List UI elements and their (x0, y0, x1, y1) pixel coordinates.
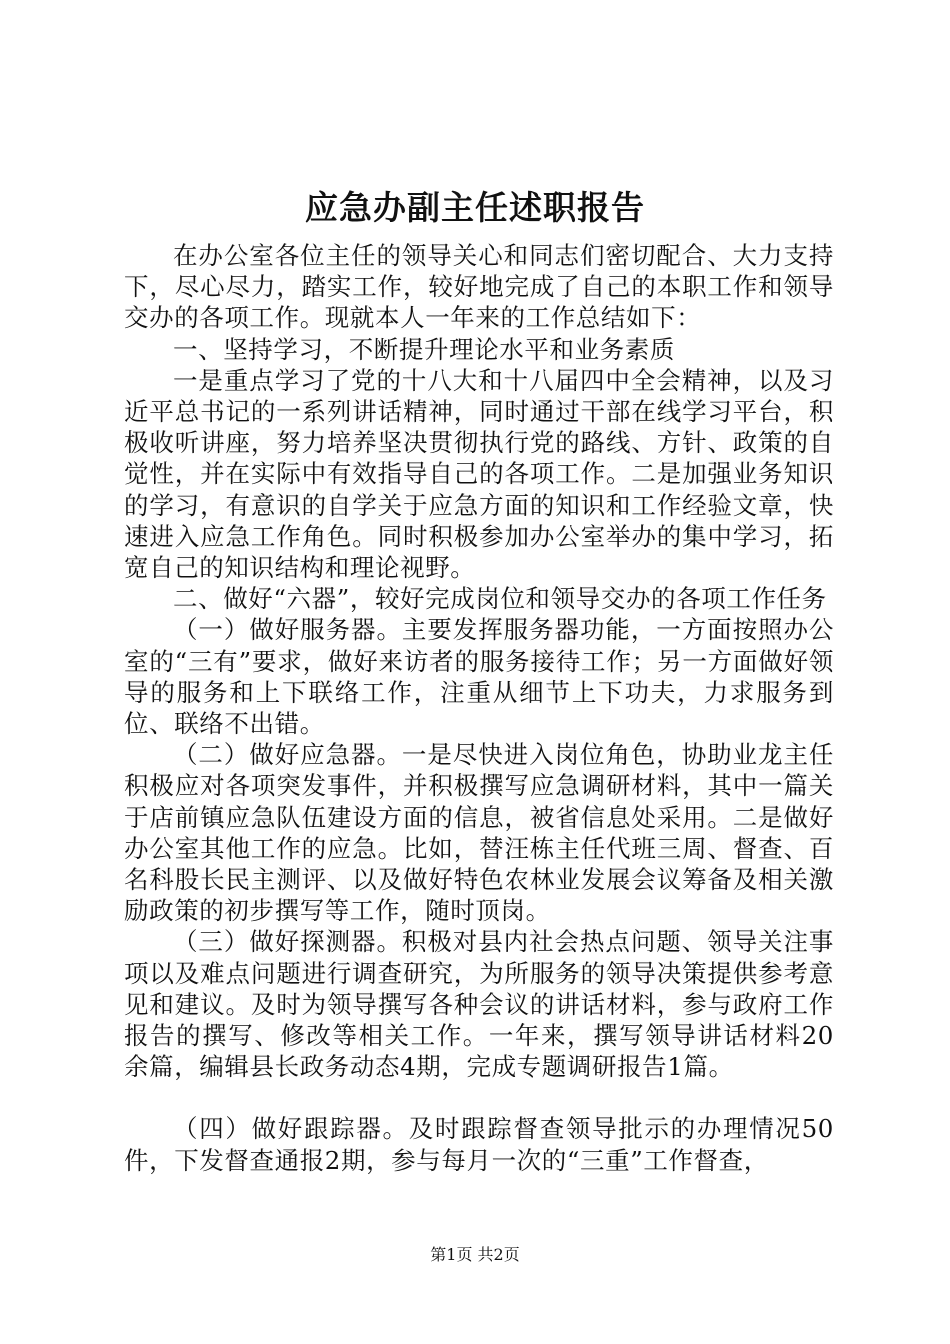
paragraph-detector: （三）做好探测器。积极对县内社会热点问题、领导关注事项以及难点问题进行调查研究，为所服务的领导决策提供参考意见和建议。及时为领导撰写各种会议的讲话材料，参与政府工作报告的撰写、修改等相关工作。一年来，撰写领导讲话材料20余篇，编辑县长政务动态4期，完成专题调研报告1篇。 (124, 927, 834, 1082)
paragraph-emergency: （二）做好应急器。一是尽快进入岗位角色，协助业龙主任积极应对各项突发事件，并积极撰写应急调研材料，其中一篇关于店前镇应急队伍建设方面的信息，被省信息处采用。二是做好办公室其他工作的应急。比如，替汪栋主任代班三周、督查、百名科股长民主测评、以及做好特色农林业发展会议筹备及相关激励政策的初步撰写等工作，随时顶岗。 (124, 740, 834, 926)
section-heading-2: 二、做好“六器”，较好完成岗位和领导交办的各项工作任务 (173, 584, 827, 614)
page-number-footer: 第1页 共2页 (430, 1245, 520, 1264)
document-body (124, 240, 834, 1176)
paragraph-server: （一）做好服务器。主要发挥服务器功能，一方面按照办公室的“三有”要求，做好来访者的服务接待工作；另一方面做好领导的服务和上下联络工作，注重从细节上下功夫，力求服务到位、联络不出错。 (124, 615, 834, 739)
paragraph-intro: 在办公室各位主任的领导关心和同志们密切配合、大力支持下，尽心尽力，踏实工作，较好地完成了自己的本职工作和领导交办的各项工作。现就本人一年来的工作总结如下： (124, 241, 834, 333)
paragraph-study: 一是重点学习了党的十八大和十八届四中全会精神，以及习近平总书记的一系列讲话精神，同时通过干部在线学习平台，积极收听讲座，努力培养坚决贯彻执行党的路线、方针、政策的自觉性，并在实际中有效指导自己的各项工作。二是加强业务知识的学习，有意识的自学关于应急方面的知识和工作经验文章，快速进入应急工作角色。同时积极参加办公室举办的集中学习，拓宽自己的知识结构和理论视野。 (124, 365, 834, 583)
document-title: 应急办副主任述职报告 (305, 188, 645, 227)
section-heading-1: 一、坚持学习，不断提升理论水平和业务素质 (173, 334, 675, 364)
paragraph-tracker: （四）做好跟踪器。及时跟踪督查领导批示的办理情况50件，下发督查通报2期，参与每月一次的“三重”工作督查， (124, 1114, 834, 1175)
